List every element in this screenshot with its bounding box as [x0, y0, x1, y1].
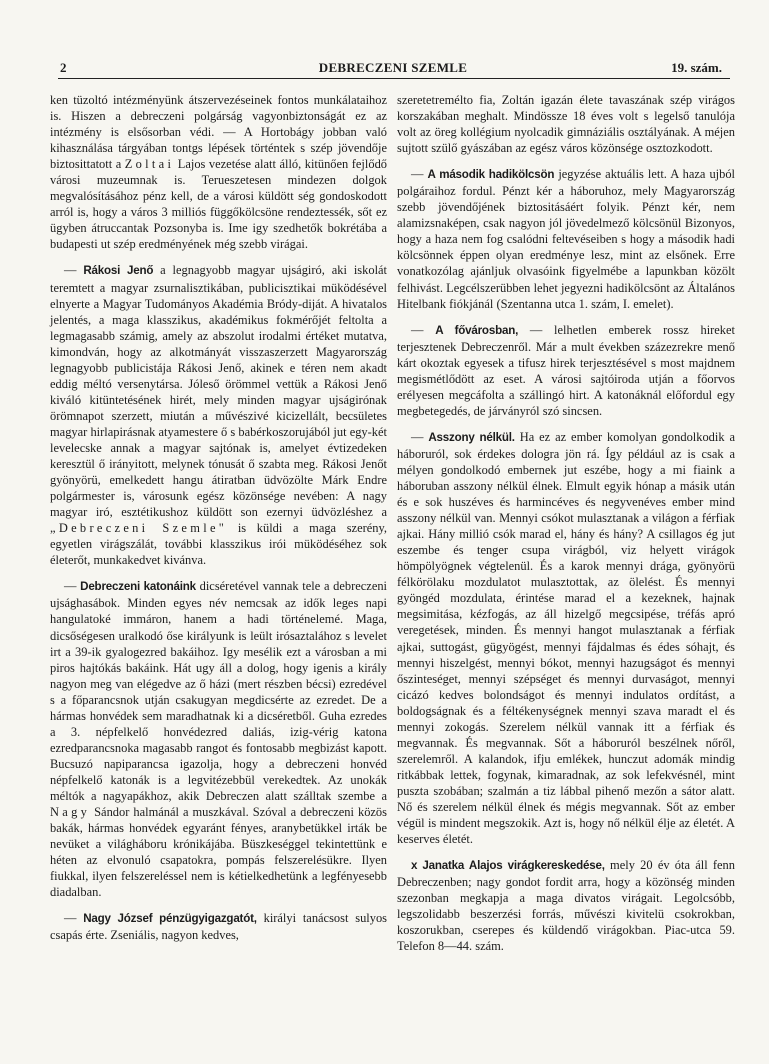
keyword-heading: Debreczeni katonáink	[80, 580, 196, 594]
article-paragraph	[397, 92, 735, 156]
left-column	[50, 92, 387, 943]
journal-title: DEBRECZENI SZEMLE	[318, 60, 468, 75]
article-paragraph	[50, 92, 387, 252]
paragraph-text: szeretetremélto fia, Zoltán igazán élete tavaszának szép virágos korszakában meghalt. Mindössze 18 éves volt s legelső tanulója volt az öreg kollégium nyolcadik gimnáziális osztályának. A méjen sujtott szülő gyászában az egész város közönsége osztozkodott.	[397, 93, 735, 156]
right-column	[397, 92, 735, 954]
keyword-heading: Rákosi Jenő	[83, 264, 154, 278]
issue-number: 19. szám.	[671, 60, 722, 75]
paragraph-text: is küldi a maga szerény, egyetlen virágszálát, további klasszikus irói müködéséhez sok életerőt, munkakedvet kivánva.	[50, 521, 387, 568]
paragraph-text: ken tüzoltó intézményünk átszervezéseinek fontos munkálataihoz is. Hiszen a debreczeni polgárság vagyonbiztonságát ez az intézmény is elsősorban védi. — A Hortobágy jobban való kihasználása tárgyában tontgs lépések történtek s szép jövendője biztosittatott a	[50, 93, 387, 172]
paragraph-text: Ha ez az ember komolyan gondolkodik a háboruról, sok érdekes dologra jön rá. Így például az is csak a mélyen gondolkodó embernek jut eszébe, hogy a mi fiaink a háboruban asszony nélkül élnek. Elmult egyik hónap a másik után és e sok huszéves és harmincéves és negyvenéves ember mind asszony nélkül van. Mennyi csókot mulasztanak a világon a férfiak ajkai. Hány millió csók marad el, hány és hány? A csillagos ég jut eszembe és tenger csupa virágból, viz helyett virágok hömpölyögnek végtelenül. És a karok mennyi drága, gyönyörü félkörölaku mozdulatot mulasztottak, az ölelést. És mennyi gyöngéd mozdulata, érintése marad el a kezeknek, hajnak megsimitása, kézfogás, az áll hizelgő megcsipése, tréfás apró veregetések, minden. És mennyi hangot mulasztanak a férfiak ajkai, suttogást, gügyögést, mennyi fájdalmas és édes sóhajt, és mennyi hiszelgést, mennyi bókot, mennyi hazugságot és mennyi őszinteséget, mennyi szépséget és mennyi durvaságot, mennyi cicázó kedves bolondságot és mennyi indulatos ordítást, a boldogságnak és a féltékenységnek mennyi szava maradt el és mennyi zokogás. Szerelem nélkül vannak itt a férfiak és megvannak. És megvannak. Sőt a háboruról beszélnek nőről, szerelemről. A kalandok, ifju emlékek, hunczut adomák mindig ritkábbak lettek, fogynak, kimaradnak, az sok lefekvésnél, mint puszta szobában; szalmán a tiz lábbal pihenő mezőn a sátor alatt. Nő és szerelem nélkül élnek és mégis megvannak. Sőt az ember végül is mindent megszokik. Azt is, hogy nő nélkül élje az életét. A keserves életét.	[397, 429, 736, 847]
paragraph-text: mely 20 év óta áll fenn Debreczenben; nagy gondot fordit arra, hogy a közönség minden szezonban megkapja a maga divatos virágait. Legolcsóbb, legszolidabb beszerzési forrás, művészi kivitelü csokrokban, koszorukban, cserepes és küldendő virágokban. Piac-utca 59. Telefon 8—44. szám.	[397, 858, 735, 954]
article-paragraph: — A második hadikölcsön jegyzése aktuális lett. A haza ujból polgáraihoz fordul. Pénzt kér a háboruhoz, mely Magyarország szebb jövendőjének biztositásáért folyik. Pénzt kér, nem alamizsnaképen, csak nagyon jól jövedelmező kölcsönül Bizonyos, hogy a haza nem fog csalódni feltevéseiben s hogy a második hadi kölcsönnek éppen olyan eredménye lesz, mint az elsőnek. Erre vonatkozólag ajánljuk olvasóink figyelmébe a lapunkban közölt felhivást. Legcélszerübben lehet jegyezni hadikölcsönt az Általános Hitelbank fiókjánál (Szentanna utca 1. szám, I. emelet).	[397, 167, 736, 311]
keyword-heading: A második hadikölcsön	[427, 168, 555, 182]
keyword-heading: Nagy József pénzügyigazgatót,	[83, 912, 257, 926]
paragraph-text: — lelhetlen emberek rossz hireket terjesztenek Debreczenről. Már a mult években százezrekre menő kárt okoztak egyesek a tifusz hirek terjesztésével s most majdnem megismétlődött az eset. A városi sajtóiroda utján a főorvos erélyesen megcáfolta a szállingó hirt. A katonáknál előfordul egy megbetegedés, de járványról szó sincsen.	[397, 322, 736, 418]
quoted-title: „Debreczeni Szemle"	[50, 521, 228, 536]
paragraph-text: királyi tanácsost sulyos csapás érte. Zseniális, nagyon kedves,	[50, 911, 388, 943]
article-paragraph: — Rákosi Jenő a legnagyobb magyar ujságiró, aki iskolát teremtett a magyar zsurnalisztikában, publicisztikai müködésével elnyerte a Magyar Tudományos Akadémia Bródy-diját. A hivatalos jelentés, a maga klasszikus, akadémikus fokmérőjét feltolta a legmagasabb számig, amely az abszolut irodalmi értéket mutatva, kimondván, hogy az alkotmányát visszaszerzett Magyarország legnagyobb publicistája Rákosi Jenő, akinek e téren nem akadt eddig méltó versenytársa. Jóleső örömmel vettük a Rákosi Jenő kiváló kitüntetésének hirét, mely minden magyar ujságirónak örömnapot szerzett, miután a művészivé kicizellált, becsületes magyar hirlapirásnak atyamestere ő s babérkoszorujából jut egy-két levelecske annak a magyar sajtónak is, amelyet évtizedeken keresztül ő irányitott, melynek tónusát ő szabta meg. Rákosi Jenőt gyönyörü, emelkedett hangu átiratban üdvözölte Márk Endre polgármester is, városunk egész közönsége nevében: A nagy magyar iró, esztétikushoz küldött son ezernyi üdvözléshez a „Debreczeni Szemle" is küldi a maga szerény, egyetlen virágszálát, további klasszikus irói müködéséhez sok életerőt, munkakedvet kivánva.	[50, 263, 388, 568]
paragraph-text: jegyzése aktuális lett. A haza ujból polgáraihoz fordul. Pénzt kér a háboruhoz, mely Magyarország szebb jövendőjének biztositásáért folyik. Pénzt kér, nem alamizsnaképen, csak nagyon jól jövedelmező kölcsönül Bizonyos, hogy a haza nem fog csalódni feltevéseiben s hogy a második hadi kölcsönnek éppen olyan eredménye lesz, mint az elsőnek. Erre vonatkozólag ajánljuk olvasóink figyelmébe a lapunkban közölt felhivást. Legcélszerübben lehet jegyezni hadikölcsönt az Általános Hitelbank fiókjánál (Szentanna utca 1. szám, I. emelet).	[397, 167, 736, 311]
keyword-heading: A fővárosban,	[435, 323, 519, 337]
spaced-name: Nagy	[50, 805, 91, 820]
paragraph-text: Lajos vezetése alatt álló, kitünően fejlődő városi muzeumnak is. Terueszetesen mindezen dolgok megvalósításához pénz kell, de a városi küldött ség gondoskodott arról is, hogy a város 3 milliós függőkölcsöne rendeztessék, sőt ez ügyben átruccantak Pozsonyba is. Ime igy szedhetők bokrétába a budapesti ut szép eredményének még szebb virágai.	[50, 157, 388, 252]
keyword-heading: Asszony nélkül.	[428, 430, 515, 444]
article-paragraph: — A fővárosban, — lelhetlen emberek rossz hireket terjesztenek Debreczenről. Már a mult években százezrekre menő kárt okoztak egyesek a tifusz hirek terjesztésével s most majdnem megismétlődött az eset. A városi sajtóiroda utján a főorvos erélyesen megcáfolta a szállingó hirt. A katonáknál előfordul egy megbetegedés, de járványról szó sincsen.	[397, 322, 736, 418]
header-rule	[58, 78, 730, 79]
article-paragraph: — Nagy József pénzügyigazgatót, királyi tanácsost sulyos csapás érte. Zseniális, nagyon kedves,	[50, 911, 388, 943]
article-paragraph	[397, 857, 735, 954]
article-paragraph: — Debreczeni katonáink dicséretével vannak tele a debreczeni ujsághasábok. Minden egyes név nemcsak az idők leges napi hangulatoké immáron, hanem a hadi történelemé. Maga, dicsőségesen uralkodó őse királyunk is leült irósaztalához s levelet irt a 39-ik gyalogezred bakáihoz. Igy mesélik ezt a városban a mi piros hajtókás bakáink. Hát ugy áll a dolog, hogy igenis a király nagyon meg van elégedve az ő házi (mert részben bécsi) ezredével s a főparancsnok utján csakugyan megdicsérte az ezredet. De a hármas honvédek sem maradhatnak ki a dicséretből. Guha ezredes a 3. népfelkelő honvédezred daliás, izig-vérig katona ezredparancsnoka magasabb rangot és fontosabb megbizást kapott. Bucsuzó napiparancsa igazolja, hogy a debreczeni honvéd népfelkelő katonák is a legvitézebbül verekedtek. Az unokák méltók a nagyapákhoz, akik Debreczen alatt szálltak szembe a Nagy Sándor halmánál a muszkával. Szóval a debreczeni közös bakák, hármas honvédek egyaránt fényes, aranybetükkel irták be nevüket a világháboru krónikájába. Büszkeséggel tekintettünk e héten az elvonuló csapatokra, pompás felszerelésükre. Ilyen fiukkal, ilyen felszereléssel nem is kétielkedhetünk a legfényesebb diadalban.	[50, 579, 388, 900]
article-paragraph: — Asszony nélkül. Ha ez az ember komolyan gondolkodik a háboruról, sok érdekes dologra jön rá. Így például az is csak a mélyen gondolkodó embernek jut eszébe, hogy a mi fiaink a háboruban asszony nélkül élnek. Elmult egyik hónap a másik után és e sok huszéves és harmincéves és negyvenéves ember mind asszony nélkül van. Mennyi csókot mulasztanak a világon a férfiak ajkai. Hány millió csók marad el, hány és hány? A csillagos ég jut eszembe és tenger csupa virágból, viz helyett virágok hömpölyögnek végtelenül. És a karok mennyi drága, gyönyörü félkörölaku mozdulatot mulasztottak, az ölelést. És mennyi gyöngéd mozdulata, érintése marad el a kezeknek, hajnak megsimitása, kézfogás, az áll hizelgő megcsipése, tréfás apró veregetések, minden. És mennyi hangot mulasztanak a férfiak ajkai, suttogást, gügyögést, mennyi fájdalmas és édes sóhajt, és mennyi hiszelgést, mennyi bókot, mennyi hazugságot és mennyi őszinteséget, mennyi szépséget és mennyi durvaságot, mennyi cicázó kedves bolondságot és mennyi indulatos ordítást, a boldogságnak és a féltékenységnek mennyi szava maradt el és mennyi zokogás. Szerelem nélkül vannak itt a férfiak és megvannak. És megvannak. Sőt a háboruról beszélnek nőről, szerelemről. A kalandok, ifju emlékek, hunczut adomák mindig ritkábbak lettek, fogynak, kimaradnak, az sok lefekvésnél, mint puszta szobában; szalmán a tiz lábbal pihenő mezőn a sátor alatt. Nő és szerelem nélkül élnek és mégis megvannak. Sőt az ember végül is mindent megszokik. Azt is, hogy nő nélkül élje az életét. A keserves életét.	[397, 429, 736, 847]
paragraph-text: Sándor halmánál a muszkával. Szóval a debreczeni közös bakák, hármas honvédek egyaránt fényes, aranybetükkel irták be nevüket a világháboru krónikájába. Büszkeséggel tekintettünk e héten az elvonuló csapatokra, pompás felszerelésükre. Ilyen fiukkal, ilyen felszereléssel nem is kétielkedhetünk a legfényesebb diadalban.	[50, 805, 387, 900]
keyword-heading: x Janatka Alajos virágkereskedése,	[411, 859, 605, 873]
page-header	[58, 56, 728, 80]
paragraph-text: dicséretével vannak tele a debreczeni ujsághasábok. Minden egyes név nemcsak az idők leges napi hangulatoké immáron, hanem a hadi történelemé. Maga, dicsőségesen uralkodó őse királyunk is leült irósaztalához s levelet irt a 39-ik gyalogezred bakáihoz. Igy mesélik ezt a városban a mi piros hajtókás bakáink. Hát ugy áll a dolog, hogy igenis a király nagyon meg van elégedve az ő házi (mert részben bécsi) ezredével s a főparancsnok utján csakugyan megdicsérte az ezredet. De a hármas honvédek sem maradhatnak ki a dicséretből. Guha ezredes a 3. népfelkelő honvédezred daliás, izig-vérig katona ezredparancsnoka magasabb rangot és fontosabb megbizást kapott. Bucsuzó napiparancsa igazolja, hogy a debreczeni honvéd népfelkelő katonák is a legvitézebbül verekedtek. Az unokák méltók a nagyapákhoz, akik Debreczen alatt szálltak szembe a	[50, 579, 388, 803]
spaced-name: Zoltai	[124, 157, 175, 172]
page-number: 2	[60, 60, 67, 75]
paragraph-text: a legnagyobb magyar ujságiró, aki iskolát teremtett a magyar zsurnalisztikában, publicisztikai müködésével elnyerte a Magyar Tudományos Akadémia Bródy-diját. A hivatalos jelentés, a maga klasszikus, akadémikus fokmérőjét feltolta a legmagasabb számig, amely az abszolut irodalmi értéket mutatva, kimondván, hogy az alkotmányát visszaszerzett Magyarország legnagyobb publicistája Rákosi Jenő, akinek e téren nem akadt eddig méltó versenytársa. Jóleső örömmel vettük a Rákosi Jenő kiváló kitüntetésének hirét, mely minden magyar ujságirónak örömnapot szerzett, miután a művészivé kicizellált, becsületes magyar hirlapirásnak atyamestere ő s babérkoszorujából jut egy-két levelecske annak a magyar sajtónak is, amelyet évtizedeken keresztül ő irányitott, melynek tónusát ő szabta meg. Rákosi Jenőt gyönyörü, emelkedett hangu átiratban üdvözölte Márk Endre polgármester is, városunk egész közönsége nevében: A nagy magyar iró, esztétikushoz küldött son ezernyi üdvözléshez a	[50, 263, 388, 520]
